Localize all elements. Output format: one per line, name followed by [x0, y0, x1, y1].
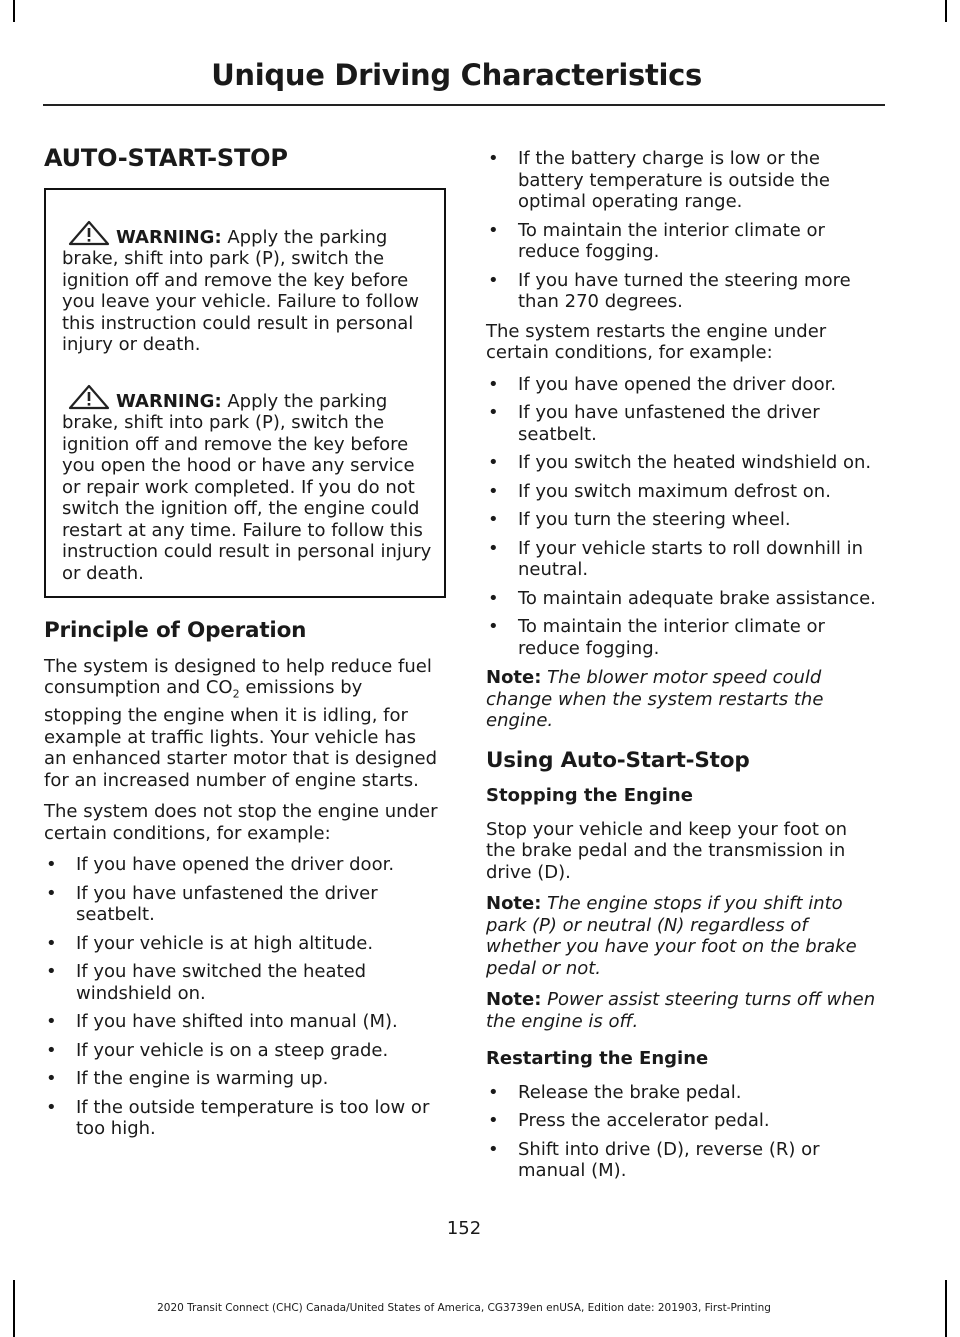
warning-label: WARNING:	[116, 390, 222, 412]
no-stop-list	[44, 854, 444, 1140]
right-column	[486, 148, 882, 1190]
list-item: • To maintain the interior climate or reduce fogging.	[486, 220, 882, 263]
list-item: • If your vehicle is on a steep grade.	[44, 1040, 444, 1062]
list-item: • To maintain adequate brake assistance.	[486, 588, 882, 610]
principle-paragraph	[44, 656, 444, 792]
warning-box	[44, 188, 446, 599]
list-item: • If you have shifted into manual (M).	[44, 1011, 444, 1033]
list-item: • Press the accelerator pedal.	[486, 1110, 882, 1132]
note-text: Power assist steering turns off when the engine is off.	[486, 989, 876, 1032]
note-power-steering	[486, 989, 882, 1032]
list-item: • If your vehicle starts to roll downhill in neutral.	[486, 538, 882, 581]
list-item: • If you have opened the driver door.	[44, 854, 444, 876]
warning-1	[62, 220, 436, 356]
list-item: • If you have opened the driver door.	[486, 374, 882, 396]
note-label: Note:	[486, 989, 542, 1010]
using-title: Using Auto-Start-Stop	[486, 747, 750, 773]
co2-subscript: 2	[232, 687, 240, 701]
page-number: 152	[446, 1218, 482, 1239]
principle-text-a: The system is designed to help reduce fuel consumption and CO	[44, 655, 432, 698]
warning-text: Apply the parking brake, shift into park (P), switch the ignition off and remove the key before you open the hood or have any service or repair work completed. If you do not switch the ignition off, the engine could restart at any time. Failure to follow this instruction could result in personal injury or death.	[62, 390, 432, 584]
list-item: • If you have unfastened the driver seatbelt.	[486, 402, 882, 445]
warning-text: Apply the parking brake, shift into park (P), switch the ignition off and remove the key before you leave your vehicle. Failure to follow this instruction could result in personal injury or death.	[62, 226, 419, 355]
list-item: • If the battery charge is low or the battery temperature is outside the optimal operating range.	[486, 148, 882, 213]
list-item: • Release the brake pedal.	[486, 1082, 882, 1104]
no-stop-list-continued	[486, 148, 882, 313]
crop-mark-top-right	[945, 0, 947, 22]
note-text: The blower motor speed could change when the system restarts the engine.	[486, 667, 824, 731]
crop-mark-top-left	[13, 0, 15, 22]
crop-mark-bottom-right	[945, 1280, 947, 1337]
list-item: • If the outside temperature is too low or too high.	[44, 1097, 444, 1140]
section-title: AUTO-START-STOP	[44, 144, 288, 172]
restart-intro: The system restarts the engine under certain conditions, for example:	[486, 320, 827, 363]
note-label: Note:	[486, 667, 542, 688]
stopping-text: Stop your vehicle and keep your foot on the brake pedal and the transmission in drive (D).	[486, 818, 848, 883]
note-label: Note:	[486, 893, 542, 914]
principle-title: Principle of Operation	[44, 618, 307, 643]
edition-info: 2020 Transit Connect (CHC) Canada/United States of America, CG3739en enUSA, Edition date: 201903, First-Printing	[157, 1302, 771, 1314]
list-item: • If your vehicle is at high altitude.	[44, 933, 444, 955]
principle-text-b: emissions by stopping the engine when it is idling, for example at traffic lights. Your vehicle has an enhanced starter motor that is designed for an increased number of engine starts.	[44, 677, 438, 791]
page-header-title: Unique Driving Characteristics	[211, 58, 702, 92]
list-item: • If you have turned the steering more than 270 degrees.	[486, 270, 882, 313]
list-item: • If you turn the steering wheel.	[486, 509, 882, 531]
list-item: • If you have switched the heated windshield on.	[44, 961, 444, 1004]
restarting-title: Restarting the Engine	[486, 1048, 709, 1069]
header-divider	[43, 104, 885, 106]
left-column	[44, 140, 444, 1148]
note-text: The engine stops if you shift into park (P) or neutral (N) regardless of whether you have your foot on the brake pedal or not.	[486, 893, 857, 979]
list-item: • If you switch the heated windshield on.	[486, 452, 882, 474]
restarting-list	[486, 1082, 882, 1182]
list-item: • If you switch maximum defrost on.	[486, 481, 882, 503]
list-item: • If you have unfastened the driver seatbelt.	[44, 883, 444, 926]
no-stop-intro: The system does not stop the engine under certain conditions, for example:	[44, 801, 438, 844]
restart-list	[486, 374, 882, 660]
note-blower	[486, 667, 882, 732]
list-item: • Shift into drive (D), reverse (R) or manual (M).	[486, 1139, 882, 1182]
warning-2	[62, 384, 436, 585]
list-item: • If the engine is warming up.	[44, 1068, 444, 1090]
warning-label: WARNING:	[116, 226, 222, 248]
note-stops	[486, 893, 882, 979]
warning-triangle-icon	[66, 384, 112, 410]
stopping-title: Stopping the Engine	[486, 785, 693, 806]
warning-triangle-icon	[66, 220, 112, 246]
list-item: • To maintain the interior climate or reduce fogging.	[486, 616, 882, 659]
